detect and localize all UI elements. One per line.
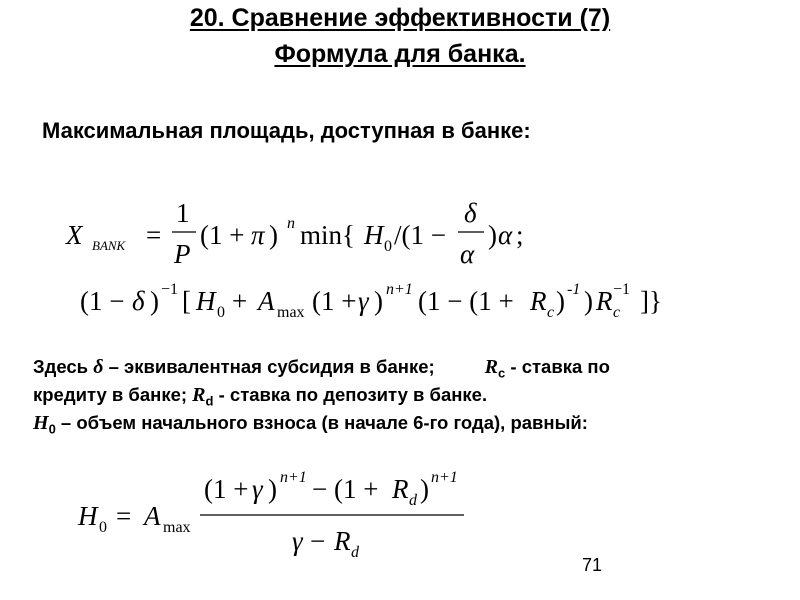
f2-gamma: γ [252,474,263,504]
formula-paren-1-close: ) [269,220,278,250]
formula-slash: /(1 − [394,220,446,250]
note-h: H [33,412,49,434]
f2-den-r-sub: d [351,544,359,561]
formula-line2-n1: n+1 [386,281,413,298]
formula-eq: = [146,220,162,250]
formula-line2-p1: (1 + [312,286,357,316]
formula-line2-exp2: -1 [567,281,581,298]
title-line-2: Формула для банка. [274,40,526,68]
formula-x: X [66,220,83,250]
note-text: Здесь [33,356,94,377]
f2-num-1: (1 + [204,474,249,504]
f2-num-3: − (1 + [312,474,379,504]
f2-a: A [144,501,161,531]
formula-line2-p2: (1 − (1 + [418,286,514,316]
f2-den-gamma: γ [292,526,303,556]
note-delta: δ [93,356,104,378]
formula-line2-plus: + [232,286,248,316]
formula-line2-p1c: ) [374,286,383,316]
f2-n1: n+1 [280,469,307,486]
formula-line2-rc-sub: c [547,304,555,321]
formula-p: P [174,239,191,269]
formula-line2-start: (1 − [80,286,125,316]
formula-h0: H [364,220,384,250]
formula-line2-rc: R [530,286,547,316]
formula-pi: π [251,220,265,250]
formula-line2-exp: −1 [161,281,179,298]
formula-line2-rc2: R [596,286,613,316]
f2-eq: = [116,501,132,531]
formula-x-sub: BANK [92,238,126,253]
note-h-sub: 0 [48,421,56,437]
subheading: Максимальная площадь, доступная в банке: [42,118,531,143]
formula-line2-gamma: γ [358,286,369,316]
formula-line2-p2c: ) [556,286,565,316]
note-text: кредиту в банке; [33,384,193,405]
formula-line2-a-sub: max [277,304,305,321]
note-r: R [192,384,206,406]
note-text: – эквивалентная субсидия в банке; [103,356,435,377]
formula-alpha-den: α [460,239,475,269]
f2-h: H [78,501,98,531]
f2-num-4: ) [420,474,429,504]
f2-den-minus: − [310,526,326,556]
formula-line2-p3c: ) [584,286,593,316]
formula-semicolon: ; [516,220,524,250]
f2-rd: R [392,474,409,504]
formula-one: 1 [176,198,190,228]
formula-alpha: α [498,220,513,250]
note-text: - ставка по депозиту в банке. [213,384,488,405]
formula-min: min{ [300,220,355,250]
f2-h-sub: 0 [99,519,107,536]
formula-line2-close: ) [150,286,159,316]
formula-line2-end: ]} [640,286,662,316]
f2-den-r: R [334,526,351,556]
formula-close: ) [488,220,497,250]
note-r: R [484,356,499,378]
formula-line2-rc2-sub: c [613,304,621,321]
formula-line2-delta: δ [132,286,145,316]
f2-num-2: ) [268,474,277,504]
formula-line2-bracket: [ [182,286,191,316]
formula-line2-rc2-exp: −1 [613,281,631,298]
formula-h0-sub: 0 [384,238,392,255]
formula-line2-h-sub: 0 [217,304,225,321]
title-line-1: 20. Сравнение эффективности (7) [189,4,611,32]
note-r-sub: d [205,393,214,409]
f2-n1b: n+1 [431,469,458,486]
formula-paren-1: (1 + [200,220,245,250]
formula-line2-h: H [196,286,216,316]
note-r-sub: c [498,365,506,381]
formula-delta: δ [464,198,477,228]
formula-n-exp: n [287,215,295,232]
f2-a-sub: max [163,519,191,536]
note-text: – объем начального взноса (в начале 6-го года), равный: [55,412,588,433]
f2-rd-sub: d [409,492,417,509]
page-number: 71 [582,555,603,575]
formula-line2-a: A [258,286,275,316]
note-text: - ставка по [505,356,610,377]
